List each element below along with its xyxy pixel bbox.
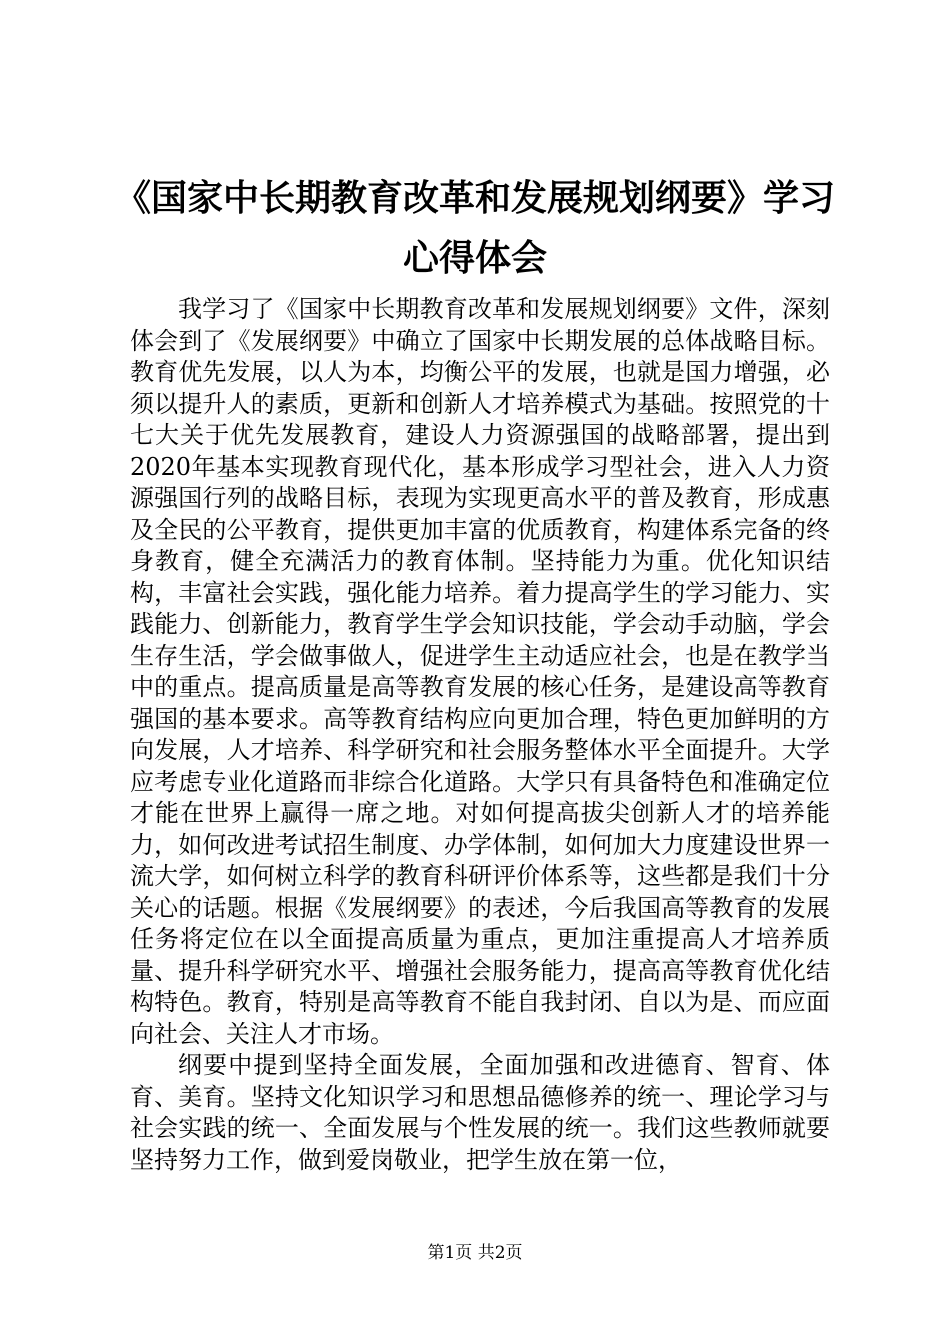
paragraph: 我学习了《国家中长期教育改革和发展规划纲要》文件，深刻体会到了《发展纲要》中确立了国家中长期发展的总体战略目标。教育优先发展，以人为本，均衡公平的发展，也就是国力增强，必须以提升人的素质，更新和创新人才培养模式为基础。按照党的十七大关于优先发展教育，建设人力资源强国的战略部署，提出到2020年基本实现教育现代化，基本形成学习型社会，进入人力资源强国行列的战略目标，表现为实现更高水平的普及教育，形成惠及全民的公平教育，提供更加丰富的优质教育，构建体系完备的终身教育，健全充满活力的教育体制。坚持能力为重。优化知识结构，丰富社会实践，强化能力培养。着力提高学生的学习能力、实践能力、创新能力，教育学生学会知识技能，学会动手动脑，学会生存生活，学会做事做人，促进学生主动适应社会，也是在教学当中的重点。提高质量是高等教育发展的核心任务，是建设高等教育强国的基本要求。高等教育结构应向更加合理，特色更加鲜明的方向发展，人才培养、科学研究和社会服务整体水平全面提升。大学应考虑专业化道路而非综合化道路。大学只有具备特色和准确定位才能在世界上赢得一席之地。对如何提高拔尖创新人才的培养能力，如何改进考试招生制度、办学体制，如何加大力度建设世界一流大学，如何树立科学的教育科研评价体系等，这些都是我们十分关心的话题。根据《发展纲要》的表述，今后我国高等教育的发展任务将定位在以全面提高质量为重点，更加注重提高人才培养质量、提升科学研究水平、增强社会服务能力，提高高等教育优化结构特色。教育，特别是高等教育不能自我封闭、自以为是、而应面向社会、关注人才市场。 xyxy=(130,295,830,1048)
document-title: 《国家中长期教育改革和发展规划纲要》学习心得体会 xyxy=(114,177,835,279)
document-body xyxy=(130,294,830,1176)
page-footer: 第1页 共2页 xyxy=(427,1243,523,1263)
paragraph: 纲要中提到坚持全面发展，全面加强和改进德育、智育、体育、美育。坚持文化知识学习和思想品德修养的统一、理论学习与社会实践的统一、全面发展与个性发展的统一。我们这些教师就要坚持努力工作，做到爱岗敬业，把学生放在第一位， xyxy=(130,1051,830,1174)
